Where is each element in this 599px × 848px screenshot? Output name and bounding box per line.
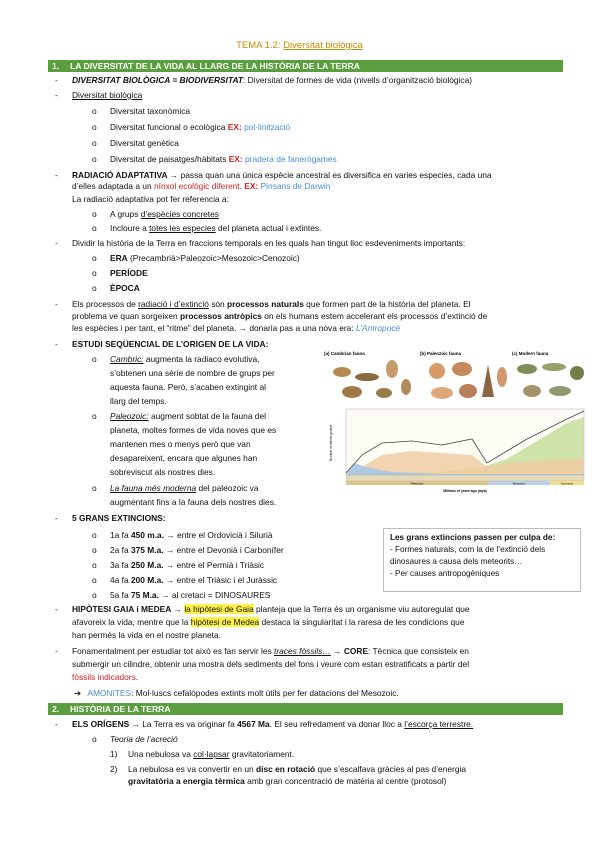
accretion-theory: Teoria de l’acreció: [110, 734, 178, 744]
bullet-marker: o: [92, 154, 97, 164]
example-label: EX:: [244, 181, 259, 191]
text-span: 5 GRANS EXTINCIONS: [72, 513, 163, 523]
bullet-marker: o: [92, 138, 97, 148]
adaptive-radiation-ref: La radiació adaptativa pot fer referencia a:: [72, 194, 229, 204]
text-span: fòssils indicadors: [72, 672, 136, 682]
figure-x-label: Millions of years ago (mya): [443, 489, 487, 493]
text-span: .: [239, 181, 245, 191]
section-1-title: LA DIVERSITAT DE LA VIDA AL LLARG DE LA HISTÒRIA DE LA TERRA: [70, 61, 360, 71]
text-span: →: [330, 646, 344, 656]
cambric-line-3: aquesta fauna. Però, s’acaben extingint al: [110, 382, 266, 392]
item-epoch: ÈPOCA: [110, 283, 140, 293]
processes-line-2: [72, 311, 487, 322]
text-span: d’elles adaptada a un: [72, 181, 154, 191]
text-span: Cambric:: [110, 354, 144, 364]
text-span: : Tècnica que consisteix en: [368, 646, 469, 656]
niche-highlight: nínxol ecològic diferent: [153, 181, 240, 191]
bullet-marker: o: [92, 545, 97, 555]
text-span: radiació i d’extinció: [138, 299, 209, 309]
text-span: Incloure a: [110, 223, 150, 233]
radiation-item-2: [110, 223, 321, 234]
bullet-marker: o: [92, 209, 97, 219]
example-value: pol·linització: [244, 122, 291, 132]
item-landscape-text: Diversitat de paisatges/hàbitats: [110, 154, 229, 164]
fossil-line-2: submergir un cilindre, obtenir una mostra dels sediments del fons i veure com estan estratificats a partir del: [72, 659, 470, 669]
item-genetic: Diversitat genètica: [110, 138, 179, 148]
text-span: 1a fa: [110, 530, 131, 540]
diversity-chart: [329, 409, 584, 493]
text-span: 250 M.a.: [130, 560, 164, 570]
section-2-title: HISTÒRIA DE LA TERRA: [70, 704, 171, 714]
text-span: augment sobtat de la fauna del: [148, 411, 266, 421]
biodiversity-heading: Diversitat biològica: [72, 90, 143, 100]
text-span: : Mol·luscs cefalòpodes extints molt útils per fer datacions del Mesozoic.: [131, 688, 399, 698]
biodiversity-text: : Diversitat de formes de vida (nivells d’organització biològica): [243, 75, 473, 85]
text-span: 200 M.a.: [130, 575, 164, 585]
bullet-marker: o: [92, 253, 97, 263]
text-span: d’espècies concretes: [140, 209, 219, 219]
item-functional-text: Diversitat funcional o ecològica: [110, 122, 228, 132]
text-span: disc en rotació: [256, 764, 316, 774]
modern-fauna-line-1: [110, 483, 259, 494]
text-span: processos antròpics: [180, 311, 262, 321]
text-span: l’escorça terrestre.: [404, 719, 474, 729]
bullet-marker: o: [92, 734, 97, 744]
mesozoic-era-label: Mesozoic: [512, 481, 526, 486]
ammonites-line: [74, 688, 399, 699]
gaia-line-3: han permès la vida en el nostre planeta.: [72, 630, 221, 640]
text-span: traces fòssils…: [274, 646, 331, 656]
text-span: destaca la singularitat i la raresa de les condicions que: [259, 617, 465, 627]
text-span: Paleozoic:: [110, 411, 149, 421]
dash-marker: -: [55, 513, 58, 523]
text-span: A grups: [110, 209, 141, 219]
text-span: 1): [110, 749, 118, 759]
section-1-header: [48, 60, 563, 72]
processes-line-1: [72, 299, 471, 310]
paleozoic-line-3: mantenen mes o menys però que van: [110, 439, 251, 449]
history-division: Dividir la història de la Terra en fraccions temporals en les quals han tingut lloc esdeveniments importants:: [72, 238, 466, 248]
modern-fauna-line-2: augmentant fins a la fauna dels nostres dies.: [110, 497, 277, 507]
text-span: les espècies i per tant, el “ritme” del planeta. → donaria pas a una nova era:: [72, 323, 356, 333]
paleozoic-fauna-illustration: [429, 362, 507, 399]
example-label: EX:: [228, 154, 243, 164]
bullet-marker: o: [92, 530, 97, 540]
text-span: 5a fa: [110, 590, 131, 600]
item-era: [110, 253, 300, 264]
text-span: .: [135, 672, 139, 682]
text-span: del paleozoic va: [196, 483, 259, 493]
text-span: → entre el Ordovicià i Silurià: [164, 530, 273, 540]
panel-c-label: (c) Modern fauna: [512, 351, 549, 356]
fauna-diversity-figure: [322, 347, 588, 495]
text-span: són: [208, 299, 228, 309]
text-span: 3a fa: [110, 560, 131, 570]
accretion-step-1: [110, 749, 294, 760]
extinction-4: [110, 575, 277, 586]
bullet-marker: o: [92, 223, 97, 233]
text-span: → La Terra es va originar fa: [129, 719, 238, 729]
accretion-step-2-line-1: [110, 764, 466, 775]
page-title: [0, 40, 599, 51]
sequential-study-heading: ESTUDI SEQÜENCIAL DE L’ORIGEN DE LA VIDA:: [72, 339, 269, 349]
text-span: CORE: [343, 646, 369, 656]
paleozoic-era-label: Paleozoic: [410, 481, 424, 486]
text-span: HIPÒTESI GAIA i MEDEA: [72, 604, 172, 614]
text-span: amb gran concentració de matèria al centre (protosol): [244, 776, 447, 786]
text-span: on els humans estem accelerant els processos d’extinció de: [261, 311, 488, 321]
dash-marker: -: [55, 339, 58, 349]
accretion-step-2-line-2: [128, 776, 446, 787]
cenozoic-era-label: Cenozoic: [560, 481, 574, 486]
bullet-marker: o: [92, 590, 97, 600]
dash-marker: -: [55, 299, 58, 309]
adaptive-radiation-term: RADIACIÓ ADAPTATIVA: [72, 170, 168, 180]
adaptive-radiation-line-2: [72, 181, 330, 192]
dash-marker: -: [55, 90, 58, 100]
bullet-marker: o: [92, 106, 97, 116]
text-span: col·lapsar: [193, 749, 230, 759]
biodiversity-term: DIVERSITAT BIOLÒGICA = BIODIVERSITAT: [72, 75, 243, 85]
text-span: (Precambrià>Paleozoic>Mesozoic>Cenozoic): [127, 253, 300, 263]
bullet-marker: o: [92, 268, 97, 278]
cambric-line-2: s’obtenen una sèrie de nombre de grups per: [110, 368, 275, 378]
text-span: la hipòtesi de Gaia: [184, 604, 254, 614]
section-2-header: [48, 703, 563, 715]
example-value: pradera de fanerògames: [245, 154, 337, 164]
extinction-causes-box: [383, 528, 581, 592]
text-span: 4567 Ma: [237, 719, 270, 729]
dash-marker: -: [55, 170, 58, 180]
item-landscape: [110, 154, 337, 165]
example-label: EX:: [227, 122, 242, 132]
paleozoic-line-5: sobreviscut als nostres dies.: [110, 467, 216, 477]
text-span: que s’escalfava gràcies al pas d’energia: [315, 764, 466, 774]
text-span: AMONITES: [87, 688, 132, 698]
paleozoic-line-1: [110, 411, 266, 422]
text-span: → al cretaci = DINOSAURES: [158, 590, 271, 600]
text-span: gravitatòria a energia tèrmica: [128, 776, 245, 786]
text-span: totes les especies: [149, 223, 216, 233]
text-span: → entre el Devonià i Carbonífer: [163, 545, 284, 555]
title-name: Diversitat biològica: [283, 40, 363, 51]
paleozoic-line-4: desapareixent, encara que algunes han: [110, 453, 258, 463]
bullet-marker: o: [92, 560, 97, 570]
dash-marker: -: [55, 646, 58, 656]
text-span: gravitatoriament.: [229, 749, 295, 759]
fauna-figure-svg: [322, 347, 588, 495]
mass-extinctions-heading: [72, 513, 166, 524]
modern-fauna-illustration: [517, 363, 584, 397]
text-span: problema ve quan sorgeixen: [72, 311, 181, 321]
dash-marker: -: [55, 604, 58, 614]
extinction-1: [110, 530, 272, 541]
text-span: 4a fa: [110, 575, 131, 585]
bullet-marker: o: [92, 483, 97, 493]
text-span: Fonamentalment per estudiar tot això es fan servir les: [72, 646, 275, 656]
text-span: del planeta actual i extintes.: [215, 223, 322, 233]
text-span: →: [171, 604, 185, 614]
text-span: Els processos de: [72, 299, 139, 309]
radiation-item-1: [110, 209, 219, 220]
text-span: 375 M.a.: [130, 545, 164, 555]
text-span: L’Antropocè: [355, 323, 401, 333]
adaptive-radiation-text: → passa quan una única espècie ancestral es diversifica en varies especies, cada una: [167, 170, 492, 180]
text-span: processos naturals: [227, 299, 304, 309]
text-span: 450 m.a.: [130, 530, 165, 540]
text-span: que formen part de la història del planeta. El: [303, 299, 471, 309]
paleozoic-line-2: planeta, moltes formes de vida noves que es: [110, 425, 277, 435]
item-functional: [110, 122, 290, 133]
bullet-marker: o: [92, 283, 97, 293]
dash-marker: -: [55, 719, 58, 729]
item-period: PERÍODE: [110, 268, 148, 278]
text-span: → entre el Triàsic i el Juràssic: [163, 575, 278, 585]
box-line-3: - Per causes antropogèniques: [390, 569, 500, 578]
text-span: :: [162, 513, 166, 523]
cambric-line-4: llarg del temps.: [110, 396, 167, 406]
bullet-marker: o: [92, 411, 97, 421]
box-line-2: dinosaures a causa dels meteorits…: [390, 557, 523, 566]
text-span: Una nebulosa va: [128, 749, 194, 759]
section-1-number: 1.: [52, 61, 60, 71]
text-span: . El seu refredament va donar lloc a: [269, 719, 405, 729]
panel-b-label: (b) Paleozoic fauna: [420, 351, 462, 356]
text-span: La nebulosa es va convertir en un: [128, 764, 257, 774]
dash-marker: -: [55, 75, 58, 85]
text-span: planteja que la Terra és un organisme viu autoregulat que: [253, 604, 470, 614]
text-span: 2): [110, 764, 118, 774]
dash-marker: -: [55, 238, 58, 248]
text-span: ELS ORÍGENS: [72, 719, 130, 729]
item-taxonomic: Diversitat taxonòmica: [110, 106, 191, 116]
panel-a-label: (a) Cambrian fauna: [324, 351, 365, 356]
text-span: afavoreix la vida, mentre que la: [72, 617, 191, 627]
text-span: La fauna més moderna: [110, 483, 197, 493]
text-span: augmenta la radiaco evolutiva,: [143, 354, 260, 364]
figure-y-label: Number of marine genera: [329, 424, 333, 462]
biodiversity-definition: [72, 75, 472, 86]
bullet-marker: o: [92, 122, 97, 132]
text-span: 75 M.a.: [130, 590, 159, 600]
processes-line-3: [72, 323, 400, 334]
bullet-marker: o: [92, 575, 97, 585]
arrow-icon: ➔: [74, 688, 82, 698]
section-2-number: 2.: [52, 704, 60, 714]
text-span: → entre el Permià i Triàsic: [163, 560, 265, 570]
cambrian-fauna-illustration: [333, 360, 411, 398]
origins-line: [72, 719, 473, 730]
gaia-line-2: [72, 617, 464, 628]
box-title: Les grans extincions passen per culpa de:: [390, 533, 556, 542]
box-line-1: - Formes naturals, com la de l’extinció dels: [390, 545, 546, 554]
text-span: 2a fa: [110, 545, 131, 555]
extinction-2: [110, 545, 284, 556]
gaia-line-1: [72, 604, 470, 615]
title-prefix: TEMA 1.2:: [236, 40, 281, 51]
text-span: ERA: [110, 253, 128, 263]
extinction-5: [110, 590, 270, 601]
extinction-3: [110, 560, 264, 571]
cambric-line-1: [110, 354, 259, 365]
fossil-line-3: [72, 672, 138, 683]
adaptive-radiation-line-1: [72, 170, 492, 181]
fossil-line-1: [72, 646, 469, 657]
bullet-marker: o: [92, 354, 97, 364]
text-span: hipòtesi de Medea: [190, 617, 260, 627]
example-value: Pinsans de Darwin: [260, 181, 331, 191]
